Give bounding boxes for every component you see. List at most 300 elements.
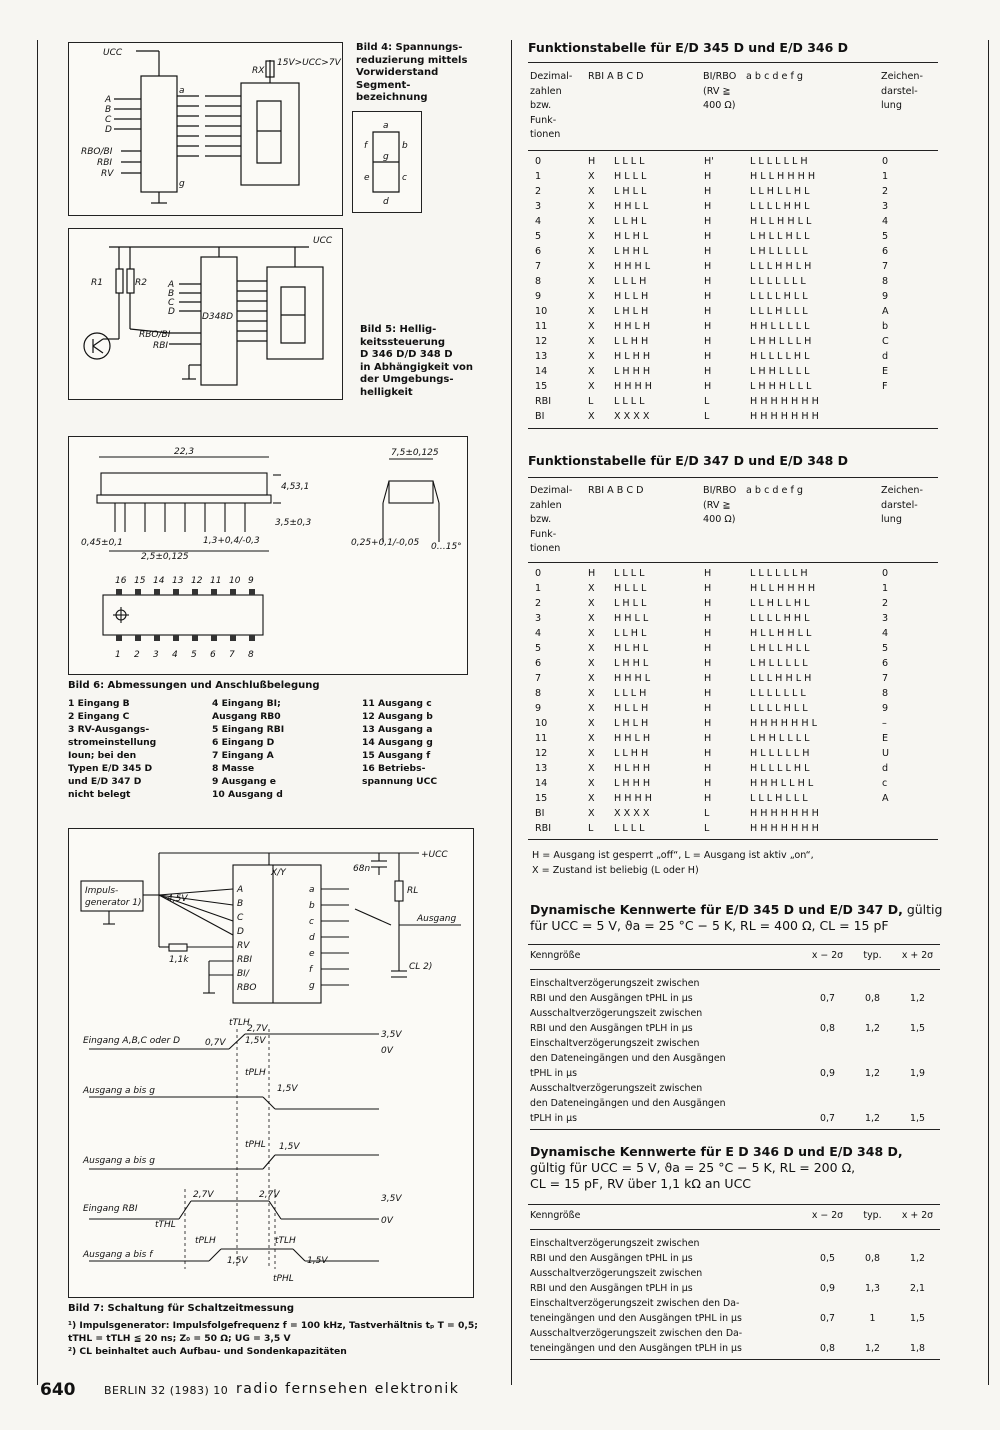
magazine-name: radio fernsehen elektronik	[236, 1381, 460, 1397]
table-cell: X	[588, 643, 595, 654]
table-row	[535, 379, 922, 394]
pin-number: 5	[191, 650, 197, 660]
table-cell: X	[588, 778, 595, 789]
table-cell: L H H H L L L	[750, 381, 812, 392]
table-cell: H L H L	[614, 231, 649, 242]
dim-thick: 0,25+0,1/-0,05	[351, 538, 420, 548]
table-cell: 0,9	[820, 1283, 835, 1294]
fig7-tplh: tPLH	[245, 1068, 266, 1078]
table-cell: 1,2	[865, 1023, 880, 1034]
table-cell: 1,2	[850, 1326, 895, 1360]
table-header-cell: Kenngröße	[530, 1208, 805, 1230]
wave-label-3: Ausgang a bis g	[83, 1156, 155, 1166]
table-cell: X	[588, 613, 595, 624]
dyn2-top-rule	[528, 1204, 940, 1205]
table-cell: 3	[882, 613, 889, 624]
table-row	[535, 566, 922, 581]
table-header-cell: x − 2σ	[805, 1208, 850, 1230]
table-cell: 3	[535, 201, 542, 212]
pin-number: 1	[115, 650, 121, 660]
table-row	[535, 716, 922, 731]
table-cell: BI	[535, 411, 545, 422]
fig5-in-b: B	[168, 289, 175, 299]
table-cell: X	[588, 688, 595, 699]
table-row	[530, 1296, 940, 1326]
pin-number: 2	[134, 650, 140, 660]
table-cell: X	[588, 673, 595, 684]
dyn2-table	[530, 1208, 940, 1360]
table-cell: X	[588, 291, 595, 302]
fig5-in-rbi: RBI	[153, 341, 169, 351]
table-cell: 5	[882, 643, 889, 654]
dim-length: 22,3	[174, 447, 195, 457]
table-cell: H	[704, 366, 712, 377]
seg-c: c	[402, 173, 407, 183]
wave-label-2: Ausgang a bis g	[83, 1086, 155, 1096]
table-cell: 3	[535, 613, 542, 624]
table-cell: H L L H H L L	[750, 216, 812, 227]
table-cell: X	[588, 276, 595, 287]
fig4-in-rbi: RBI	[97, 158, 113, 168]
table1-head-rule	[528, 150, 938, 151]
wave1-v07: 0,7V	[205, 1038, 226, 1048]
table-cell: H H H H	[614, 793, 653, 804]
wave5-v15a: 1,5V	[227, 1256, 248, 1266]
table-cell: 10	[535, 306, 548, 317]
table-cell: L L L H L L L	[750, 306, 808, 317]
table-cell: H	[704, 261, 712, 272]
table-row	[535, 746, 922, 761]
table-cell: H H H H H H H	[750, 396, 819, 407]
table-cell: 12	[535, 748, 548, 759]
table-cell: L	[704, 823, 710, 834]
table-cell: 9	[535, 291, 542, 302]
table-cell: H	[704, 793, 712, 804]
table-cell: L H H H	[614, 366, 651, 377]
table-cell: X X X X	[614, 808, 650, 819]
table-cell: L H L L H L L	[750, 231, 810, 242]
table-cell: L L H H	[614, 336, 649, 347]
table-cell: d	[882, 763, 889, 774]
table-row	[535, 214, 922, 229]
table-cell: H H L L	[614, 613, 649, 624]
table-cell: L H L L	[614, 186, 647, 197]
segment-legend	[353, 112, 421, 212]
table-cell: L	[588, 823, 594, 834]
fig4-rx-label: RX	[252, 66, 265, 76]
dim-angle: 0…15°	[431, 542, 462, 552]
table1-head-disp: Zeichen- darstel- lung	[881, 71, 923, 111]
table-cell: 1,9	[910, 1068, 925, 1079]
fig7-tthl: tTHL	[155, 1220, 176, 1230]
table-cell: L H H L L L L	[750, 366, 810, 377]
table-cell: 0	[882, 156, 889, 167]
table-cell: 5	[535, 643, 542, 654]
table2-bottom-rule	[528, 839, 938, 840]
table-cell: X	[588, 366, 595, 377]
figure-6-box	[68, 436, 468, 675]
table-cell: 2	[882, 598, 889, 609]
table2-top-rule	[528, 477, 938, 478]
dyn1-table	[530, 948, 940, 1130]
table-cell: L L H L	[614, 216, 647, 227]
wave2-v15: 1,5V	[277, 1084, 298, 1094]
figure-4-caption: Bild 4: Spannungs- reduzierung mittels Vorwiderstand Segment- bezeichnung	[356, 42, 468, 103]
fig5-chip-label: D348D	[202, 312, 234, 322]
table-cell: 0,5	[820, 1253, 835, 1264]
table-row	[535, 731, 922, 746]
fig5-in-d: D	[168, 307, 175, 317]
dim-height1: 4,5	[281, 482, 296, 492]
page-number: 640	[40, 1380, 76, 1400]
table-cell: H	[704, 381, 712, 392]
table-cell: L L H L	[614, 628, 647, 639]
table-cell: Ausschaltverzögerungszeit zwischen RBI und den Ausgängen tPLH in μs	[530, 1008, 703, 1034]
left-margin-rule	[37, 40, 38, 1385]
table-cell: 1	[535, 583, 542, 594]
table-cell: H	[704, 748, 712, 759]
figure-6-drawing	[69, 437, 467, 674]
table-row	[535, 394, 922, 409]
table-cell: 9	[535, 703, 542, 714]
table-cell: 15	[535, 381, 548, 392]
table2-head-bi: BI/RBO (RV ≧ 400 Ω)	[703, 485, 737, 525]
chip-pin-label: f	[309, 965, 313, 975]
table-cell: H	[704, 186, 712, 197]
chip-pin-label: RV	[237, 941, 250, 951]
table-row	[530, 1266, 940, 1296]
table-row	[535, 199, 922, 214]
figure-7-box	[68, 828, 474, 1298]
wave1-v15: 1,5V	[245, 1036, 266, 1046]
table-cell: L H L L	[614, 598, 647, 609]
table-row	[535, 806, 922, 821]
table-cell: H	[704, 598, 712, 609]
table-row	[530, 1230, 940, 1267]
pin-number: 6	[210, 650, 216, 660]
segment-legend-box	[352, 111, 422, 213]
chip-pin-label: BI/	[237, 969, 249, 979]
table-cell: H H H H H H H	[750, 823, 819, 834]
table-cell: L L L H	[614, 688, 647, 699]
table-cell: 8	[882, 276, 889, 287]
dim-lead: 0,45±0,1	[81, 538, 123, 548]
table-cell: 6	[535, 658, 542, 669]
table-cell: L H H L	[614, 246, 649, 257]
table-cell: H H L H	[614, 733, 651, 744]
dyn1-title-line2: für UCC = 5 V, ϑa = 25 °C − 5 K, RL = 400 Ω, CL = 15 pF	[530, 918, 889, 933]
wave4-v27a: 2,7V	[193, 1190, 214, 1200]
table-row	[535, 409, 922, 424]
table-cell: d	[882, 351, 889, 362]
table-cell: H	[704, 276, 712, 287]
table-cell: Einschaltverzögerungszeit zwischen den Dateneingängen und den Ausgängen tPHL in μs	[530, 1038, 726, 1079]
table-cell: 9	[882, 703, 889, 714]
pin-numbers-bottom	[115, 650, 254, 660]
table-cell: X	[588, 351, 595, 362]
table-cell: H	[704, 643, 712, 654]
fig5-r1-label: R1	[91, 278, 103, 288]
pin-number: 10	[229, 576, 241, 586]
table-cell: X	[588, 216, 595, 227]
table2-title: Funktionstabelle für E/D 347 D und E/D 348 D	[528, 453, 849, 468]
table-cell: X	[588, 763, 595, 774]
table-cell: H	[704, 778, 712, 789]
table-header-row	[530, 1208, 940, 1230]
table2-legend: H = Ausgang ist gesperrt „off“, L = Ausgang ist aktiv „on“, X = Zustand ist beliebig (L oder H)	[532, 850, 814, 876]
figure-7-schematic	[69, 829, 473, 1297]
table-header-cell: typ.	[850, 1208, 895, 1230]
table-cell: H	[704, 718, 712, 729]
table-cell: H H L H	[614, 321, 651, 332]
fig7-tphl: tPHL	[245, 1140, 266, 1150]
dim-height3: 3,5±0,3	[275, 518, 312, 528]
table-cell: H L L L	[614, 583, 647, 594]
chip-pin-label: e	[309, 949, 315, 959]
dim-width: 7,5±0,125	[391, 448, 439, 458]
table-cell: L H H L L L H	[750, 336, 812, 347]
table-cell: 1,2	[910, 1253, 925, 1264]
table-cell: 11	[535, 733, 548, 744]
pin-number: 15	[134, 576, 146, 586]
table-cell: 13	[535, 763, 548, 774]
table-cell: X	[588, 246, 595, 257]
figure-5-caption: Bild 5: Hellig- keitssteuerung D 346 D/D 348 D in Abhängigkeit von der Umgebungs- helligkeit	[360, 324, 474, 398]
wave5-v15b: 1,5V	[307, 1256, 328, 1266]
table-cell: 1	[535, 171, 542, 182]
table-cell: 2	[535, 186, 542, 197]
table-cell: 4	[882, 628, 889, 639]
table-cell: H'	[704, 156, 714, 167]
table-cell: L L L L	[614, 568, 645, 579]
fig4-in-c: C	[105, 115, 112, 125]
table2-body	[535, 566, 922, 836]
table-row	[535, 229, 922, 244]
table-cell: X	[588, 336, 595, 347]
fig4-in-d: D	[105, 125, 112, 135]
seg-g: g	[383, 152, 389, 162]
table-cell: H L L L L L H	[750, 748, 810, 759]
table-cell: X	[588, 231, 595, 242]
table-cell: 0,8	[805, 1326, 850, 1360]
table-cell: H	[704, 688, 712, 699]
right-margin-rule	[988, 40, 989, 1385]
table-cell: H	[588, 568, 596, 579]
table-cell: Ausschaltverzögerungszeit zwischen den Da- teneingängen und den Ausgängen tPLH in μs	[530, 1326, 805, 1360]
table-cell: X	[588, 261, 595, 272]
pin-assignment-col3: 11 Ausgang c 12 Ausgang b 13 Ausgang a 14 Ausgang g 15 Ausgang f 16 Betriebs- spannung UCC	[362, 698, 438, 787]
table-cell: 0,8	[865, 1253, 880, 1264]
wave-label-1: Eingang A,B,C oder D	[83, 1036, 181, 1046]
dyn1-title-rest: gültig	[902, 902, 943, 917]
fig4-out-g: g	[179, 179, 185, 189]
table-cell: H	[704, 291, 712, 302]
table-row	[535, 656, 922, 671]
table-row	[535, 791, 922, 806]
table-cell: H	[704, 673, 712, 684]
table-row	[535, 169, 922, 184]
pin-assignment-col1: 1 Eingang B 2 Eingang C 3 RV-Ausgangs- stromeinstellung Ioun; bei den Typen E/D 345 D und E/D 347 D nicht belegt	[68, 698, 157, 800]
table-cell: L	[704, 396, 710, 407]
table-cell: H H H H	[614, 381, 653, 392]
fig7-out: Ausgang	[417, 914, 457, 924]
chip-pin-label: A	[237, 885, 244, 895]
table-cell: 1,2	[910, 993, 925, 1004]
table-cell: L L H H	[614, 748, 649, 759]
fig7-generator-label: Impuls-	[85, 886, 119, 896]
table-cell: F	[882, 381, 888, 392]
table-cell: H L L L L H L	[750, 351, 810, 362]
table-cell: H	[704, 216, 712, 227]
table-cell: H	[704, 336, 712, 347]
fig7-v45: 4,5V	[167, 894, 188, 904]
pin-number: 16	[115, 576, 127, 586]
table-row	[535, 701, 922, 716]
table-cell: 8	[882, 688, 889, 699]
table-cell: Einschaltverzögerungszeit zwischen RBI und den Ausgängen tPHL in μs	[530, 1238, 700, 1264]
table1-body	[535, 154, 922, 424]
table-cell: 7	[882, 261, 889, 272]
table-cell: L L L L L L H	[750, 568, 808, 579]
table-cell: 4	[882, 216, 889, 227]
table-cell: 5	[535, 231, 542, 242]
table1-bottom-rule	[528, 428, 938, 429]
pin-number: 3	[153, 650, 159, 660]
dim-height2: 3,1	[295, 482, 310, 492]
table-cell: X	[588, 321, 595, 332]
table-cell: 8	[535, 688, 542, 699]
table-cell: Ausschaltverzögerungszeit zwischen den Dateneingängen und den Ausgängen tPLH in μs	[530, 1081, 805, 1130]
table-cell: b	[882, 321, 889, 332]
dim-lead2: 1,3+0,4/-0,3	[203, 536, 260, 546]
table-cell: 0	[882, 568, 889, 579]
table-cell: H	[704, 201, 712, 212]
issue-info: BERLIN 32 (1983) 10	[104, 1384, 229, 1397]
table-header-row	[530, 948, 940, 970]
table-cell: L L L H	[614, 276, 647, 287]
fig7-ttlh2: tTLH	[275, 1236, 296, 1246]
table-cell: 1,8	[895, 1326, 940, 1360]
table-cell: H	[704, 171, 712, 182]
table-cell: H H L L L L L	[750, 321, 810, 332]
table-cell: L L L H H L H	[750, 261, 812, 272]
table-cell: L H H L L L L	[750, 733, 810, 744]
table1-head-bi: BI/RBO (RV ≧ 400 Ω)	[703, 71, 737, 111]
table-cell: 7	[535, 673, 542, 684]
fig5-in-a: A	[168, 280, 175, 290]
table1-top-rule	[528, 62, 938, 63]
pin-number: 12	[191, 576, 203, 586]
table-cell: 5	[882, 231, 889, 242]
fig7-xy: X/Y	[271, 868, 286, 878]
table-cell: C	[882, 336, 889, 347]
pin-number: 4	[172, 650, 178, 660]
fig7-r11: 1,1k	[169, 955, 189, 965]
table-row	[535, 274, 922, 289]
wave-label-4: Eingang RBI	[83, 1204, 138, 1214]
table-cell: 1,2	[865, 1068, 880, 1079]
table-cell: L H L L H L L	[750, 643, 810, 654]
table-cell: 1	[882, 171, 889, 182]
table1-title: Funktionstabelle für E/D 345 D und E/D 346 D	[528, 40, 849, 55]
fig4-out-a: a	[179, 86, 185, 96]
table-row	[535, 641, 922, 656]
table-row	[535, 244, 922, 259]
fig5-in-c: C	[168, 298, 175, 308]
table-cell: X	[588, 583, 595, 594]
table-cell: 2	[882, 186, 889, 197]
dyn2-title-line3: CL = 15 pF, RV über 1,1 kΩ an UCC	[530, 1176, 752, 1191]
table-cell: 6	[535, 246, 542, 257]
figure-6-caption: Bild 6: Abmessungen und Anschlußbelegung	[68, 680, 320, 691]
wave4-v27b: 2,7V	[259, 1190, 280, 1200]
chip-pin-label: B	[237, 899, 244, 909]
table-cell: 1,5	[910, 1313, 925, 1324]
table-row	[530, 1036, 940, 1081]
table-cell: 2	[535, 598, 542, 609]
table-cell: 0,7	[820, 993, 835, 1004]
table-cell: X	[588, 381, 595, 392]
table-cell: X	[588, 808, 595, 819]
table-cell: H L L H H H H	[750, 583, 816, 594]
pin-assignment-col2: 4 Eingang BI; Ausgang RB0 5 Eingang RBI 6 Eingang D 7 Eingang A 8 Masse 9 Ausgang e 10 Ausgang d	[212, 698, 285, 800]
fig7-tplh2: tPLH	[195, 1236, 216, 1246]
table-cell: 0	[535, 568, 542, 579]
table-cell: Ausschaltverzögerungszeit zwischen RBI und den Ausgängen tPLH in μs	[530, 1268, 703, 1294]
table-row	[535, 319, 922, 334]
table-cell: RBI	[535, 396, 552, 407]
table-cell: U	[882, 748, 890, 759]
table-cell: 4	[535, 216, 542, 227]
table-cell: H L L H H H H	[750, 171, 816, 182]
dyn1-title	[530, 902, 950, 934]
fig4-in-rbo: RBO/BI	[81, 147, 113, 157]
table2-head-rule	[528, 562, 938, 563]
table-cell: c	[882, 778, 888, 789]
table-row	[535, 776, 922, 791]
seg-b: b	[402, 141, 408, 151]
table-row	[535, 626, 922, 641]
table-cell: H	[704, 321, 712, 332]
table-cell: –	[882, 718, 887, 729]
fig7-c68: 68n	[353, 864, 371, 874]
chip-pin-label: RBO	[237, 983, 257, 993]
table-cell: H H H H H H H	[750, 808, 819, 819]
figure-5-box	[68, 228, 343, 400]
table-cell: X	[588, 793, 595, 804]
table-cell: Einschaltverzögerungszeit zwischen den Da- teneingängen und den Ausgängen tPHL in μs	[530, 1298, 742, 1324]
table1-head-inputs: RBI A B C D	[588, 71, 644, 82]
wave-label-5: Ausgang a bis f	[83, 1250, 153, 1260]
pin-number: 13	[172, 576, 184, 586]
table-cell: L L L L	[614, 396, 645, 407]
chip-pin-label: b	[309, 901, 315, 911]
table-cell: 6	[882, 246, 889, 257]
table-cell: Einschaltverzögerungszeit zwischen RBI und den Ausgängen tPHL in μs	[530, 978, 700, 1004]
table-header-cell: x − 2σ	[805, 948, 850, 970]
fig7-input-labels	[236, 885, 257, 993]
wave1-v0: 0V	[381, 1046, 393, 1056]
table-cell: L L L L	[614, 156, 645, 167]
pin-number: 9	[248, 576, 254, 586]
table-cell: H	[704, 763, 712, 774]
table-cell: X	[588, 703, 595, 714]
table-cell: L	[704, 411, 710, 422]
table-row	[535, 821, 922, 836]
table-cell: H	[704, 583, 712, 594]
table-cell: H	[704, 703, 712, 714]
table-cell: 0,8	[820, 1023, 835, 1034]
